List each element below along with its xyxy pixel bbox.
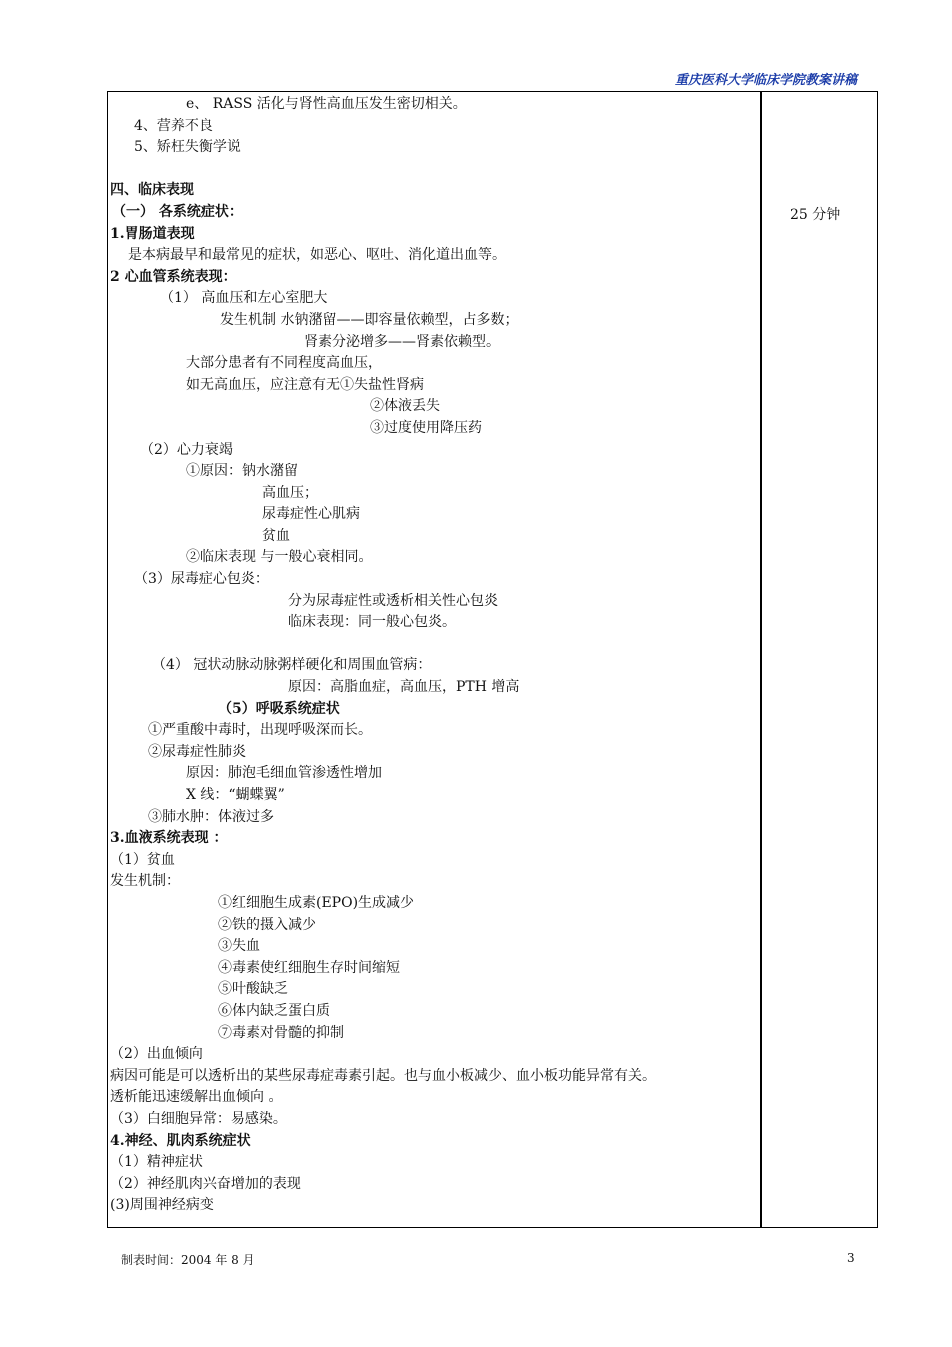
- content-line: X 线：“蝴蝶翼”: [186, 787, 285, 803]
- content-line: 原因：高脂血症，高血压，PTH 增高: [288, 679, 520, 696]
- content-line: ①原因：钠水潴留: [186, 463, 298, 480]
- content-line: ①红细胞生成素(EPO)生成减少: [218, 894, 415, 911]
- footer-made-time: 制表时间：2004 年 8 月: [121, 1253, 255, 1267]
- content-line: 2 心血管系统表现：: [110, 268, 237, 285]
- content-line: 原因：肺泡毛细血管渗透性增加: [186, 765, 382, 782]
- content-line: ②临床表现 与一般心衰相同。: [186, 549, 373, 566]
- content-line: 透析能迅速缓解出血倾向 。: [110, 1089, 283, 1106]
- content-line: （一） 各系统症状：: [112, 203, 243, 220]
- content-line: 是本病最早和最常见的症状，如恶心、呕吐、消化道出血等。: [128, 247, 506, 264]
- content-line: 4、营养不良: [134, 117, 213, 134]
- content-line: [110, 634, 755, 656]
- content-line: ④毒素使红细胞生存时间缩短: [218, 959, 400, 976]
- content-line: （3）尿毒症心包炎：: [134, 571, 269, 588]
- content-line: （5）呼吸系统症状: [218, 700, 340, 717]
- content-line: 大部分患者有不同程度高血压，: [186, 355, 382, 372]
- content-line: 分为尿毒症性或透析相关性心包炎: [288, 592, 498, 609]
- content-line: ①严重酸中毒时，出现呼吸深而长。: [148, 722, 372, 739]
- content-line: （1）贫血: [110, 851, 175, 868]
- content-line: 高血压；: [262, 484, 318, 501]
- lecture-content: [110, 94, 755, 1217]
- content-line: （2）出血倾向: [110, 1046, 203, 1063]
- content-line: 贫血: [262, 527, 290, 544]
- content-line: ②铁的摄入减少: [218, 916, 316, 933]
- column-divider: [760, 91, 762, 1228]
- content-line: ②尿毒症性肺炎: [148, 743, 246, 760]
- content-line: （4） 冠状动脉动脉粥样硬化和周围血管病：: [152, 657, 432, 674]
- content-line: ③肺水肿：体液过多: [148, 808, 274, 825]
- content-line: (3)周围神经病变: [110, 1197, 214, 1214]
- footer-page-number: 3: [847, 1251, 855, 1265]
- document-header-title: 重庆医科大学临床学院教案讲稿: [674, 73, 857, 88]
- content-line: ③失血: [218, 938, 260, 955]
- content-line: e、 RASS 活化与肾性高血压发生密切相关。: [186, 96, 467, 112]
- content-line: 肾素分泌增多——肾素依赖型。: [304, 333, 500, 350]
- content-line: （1） 高血压和左心室肥大: [160, 290, 328, 307]
- content-line: ③过度使用降压药: [370, 419, 482, 436]
- content-line: 1.胃肠道表现: [110, 225, 195, 242]
- content-line: [110, 159, 755, 181]
- content-line: 5、矫枉失衡学说: [134, 139, 241, 156]
- content-line: 发生机制：: [110, 873, 180, 890]
- content-line: 发生机制 水钠潴留——即容量依赖型，占多数；: [220, 311, 519, 328]
- content-line: ⑦毒素对骨髓的抑制: [218, 1024, 344, 1041]
- content-line: （2）心力衰竭: [140, 441, 233, 458]
- content-line: ⑤叶酸缺乏: [218, 981, 288, 998]
- content-line: 尿毒症性心肌病: [262, 506, 360, 523]
- duration-note: 25 分钟: [790, 207, 841, 223]
- content-line: （2）神经肌肉兴奋增加的表现: [110, 1175, 301, 1192]
- content-line: ⑥体内缺乏蛋白质: [218, 1002, 330, 1019]
- content-line: 3.血液系统表现 ：: [110, 830, 228, 847]
- content-line: 4.神经、肌肉系统症状: [110, 1132, 251, 1149]
- content-line: 四、临床表现: [110, 182, 194, 199]
- content-line: ②体液丢失: [370, 398, 440, 415]
- content-line: 病因可能是可以透析出的某些尿毒症毒素引起。也与血小板减少、血小板功能异常有关。: [110, 1067, 656, 1084]
- content-line: 临床表现：同一般心包炎。: [288, 614, 456, 631]
- content-line: （1）精神症状: [110, 1154, 203, 1171]
- content-line: （3）白细胞异常：易感染。: [110, 1110, 287, 1127]
- content-line: 如无高血压，应注意有无①失盐性肾病: [186, 376, 424, 393]
